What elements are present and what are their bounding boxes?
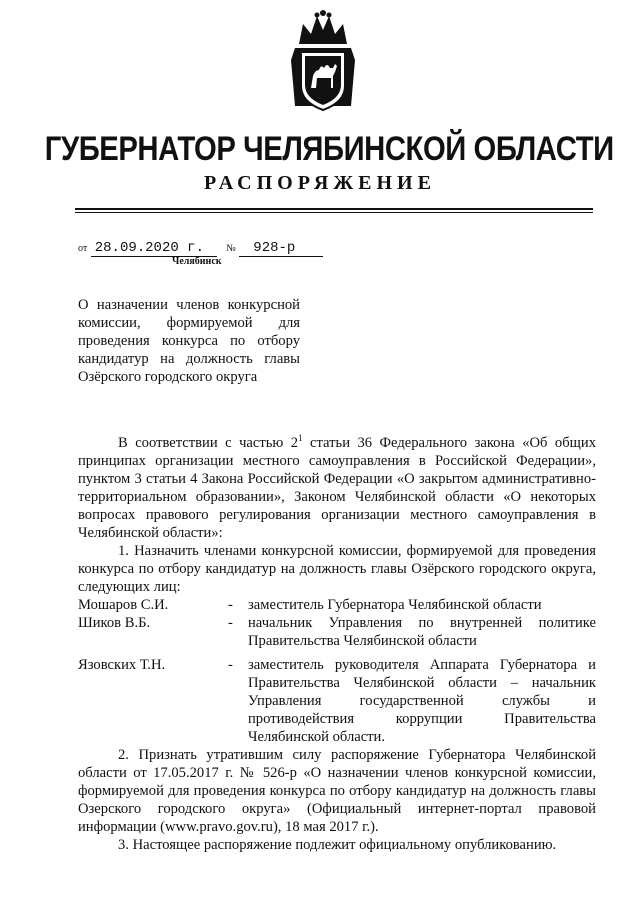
member-dash: - — [228, 597, 233, 613]
member-name: Шиков В.Б. — [78, 615, 151, 631]
member-dash: - — [228, 657, 233, 673]
member-row — [78, 656, 596, 746]
member-dash: - — [228, 615, 233, 631]
member-row — [78, 596, 596, 614]
from-label: от — [78, 243, 88, 254]
preamble-superscript: 1 — [298, 433, 303, 444]
item-2-paragraph: 2. Признать утратившим силу распоряжение Губернатора Челябинской области от 17.05.2017 г. № 526-р «О назначении членов конкурсной комиссии, формируемой для проведения конкурса по отбору кандидатур на должность главы Озерского городского округа» (Официальный интернет-портал правовой информации (www.pravo.gov.ru), 18 мая 2017 г.). — [78, 747, 596, 835]
document-number: 928-р — [239, 240, 323, 257]
header-rule-thick — [75, 208, 593, 210]
member-role: заместитель Губернатора Челябинской области — [248, 597, 542, 613]
header-rule-thin — [75, 212, 593, 213]
item-3-paragraph: 3. Настоящее распоряжение подлежит официальному опубликованию. — [118, 837, 557, 853]
item-1-paragraph: 1. Назначить членами конкурсной комиссии, формируемой для проведения конкурса по отбору кандидатур на должность главы Озёрского городского округа, следующих лиц: — [78, 543, 596, 595]
document-date: 28.09.2020 г. — [91, 240, 217, 257]
member-name: Мошаров С.И. — [78, 597, 169, 613]
number-label: № — [226, 243, 236, 254]
coat-of-arms-emblem — [291, 10, 355, 120]
member-role: начальник Управления по внутренней политике Правительства Челябинской области — [248, 615, 596, 649]
requisites-line — [78, 240, 323, 257]
member-role: заместитель руководителя Аппарата Губернатора и Правительства Челябинской области – начальник Управления государственной службы и противодействия коррупции Правительства Челябинской области. — [248, 657, 596, 745]
preamble-paragraph — [78, 434, 596, 542]
document-body — [78, 434, 596, 854]
issuer-title: ГУБЕРНАТОР ЧЕЛЯБИНСКОЙ ОБЛАСТИ — [44, 130, 614, 168]
document-subject: О назначении членов конкурсной комиссии, формируемой для проведения конкурса по отбору кандидатур на должность главы Озёрского городского округа — [78, 297, 300, 385]
city-label: Челябинск — [172, 256, 222, 267]
preamble-text-b: статьи 36 Федерального закона «Об общих принципах организации местного самоуправления в Российской Федерации», пунктом 3 статьи 4 Закона Российской Федерации «О закрытом административно-территориальном образовании», Законом Челябинской области «О некоторых вопросах правового регулирования организации местного самоуправления в Челябинской области»: — [78, 435, 597, 541]
member-row — [78, 614, 596, 650]
preamble-text-a: В соответствии с частью 2 — [118, 435, 299, 451]
document-type: РАСПОРЯЖЕНИЕ — [204, 172, 436, 194]
member-name: Язовских Т.Н. — [78, 657, 166, 673]
